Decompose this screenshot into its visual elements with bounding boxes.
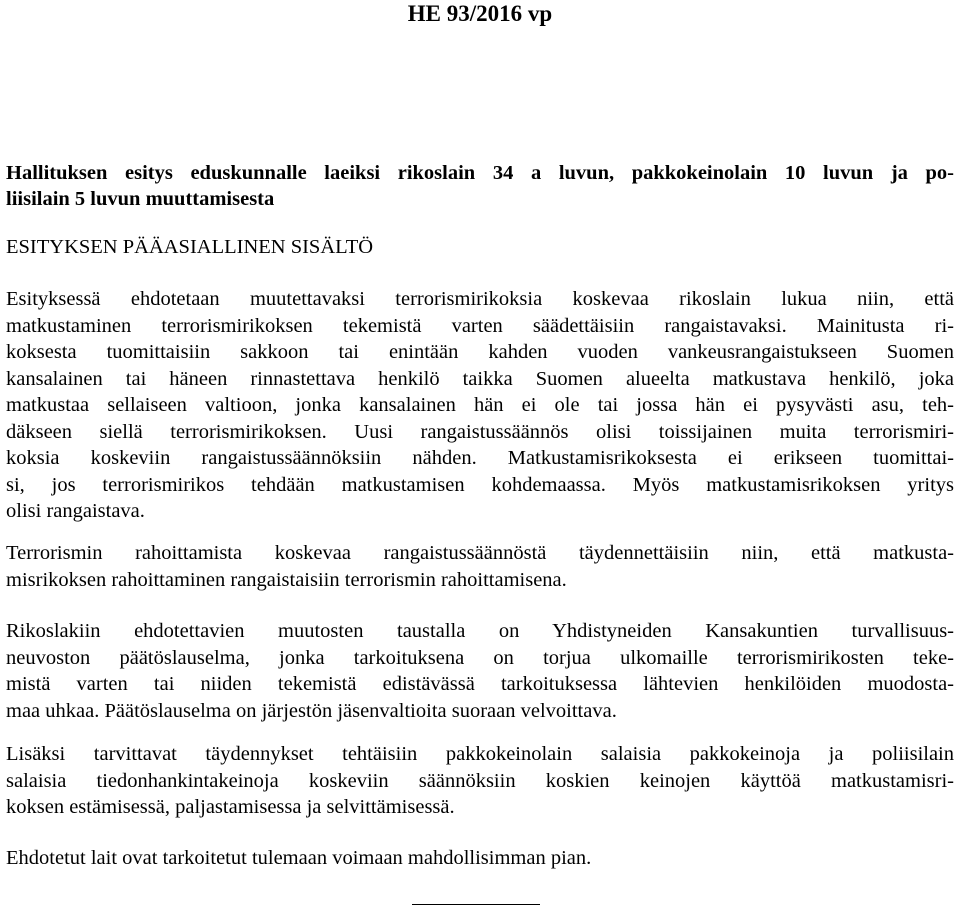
text-line: koksesta tuomittaisiin sakkoon tai enintään kahden vuoden vankeusrangaistukseen Suomen <box>6 341 954 363</box>
text-line: mistä varten tai niiden tekemistä edistävässä tarkoituksessa lähtevien henkilöiden muodosta- <box>6 673 954 695</box>
text-line: matkustaminen terrorismirikoksen tekemistä varten säädettäisiin rangaistavaksi. Mainitusta ri- <box>6 314 954 337</box>
text-line: koksia koskeviin rangaistussäännöksiin nähden. Matkustamisrikoksesta ei erikseen tuomittai- <box>6 447 954 469</box>
text-line: neuvoston päätöslauselma, jonka tarkoituksena on torjua ulkomaille terrorismirikosten teke- <box>6 646 954 669</box>
document-id: HE 93/2016 vp <box>407 1 553 26</box>
text-line: olisi rangaistava. <box>6 500 145 522</box>
text-line: misrikoksen rahoittaminen rangaistaisiin terrorismin rahoittamisena. <box>6 568 567 591</box>
text-line: Terrorismin rahoittamista koskevaa rangaistussäännöstä täydennettäisiin niin, että matkusta- <box>6 542 954 564</box>
text-line: däkseen siellä terrorismirikoksen. Uusi rangaistussäännös olisi toissijainen muita terrorismiri- <box>6 420 954 443</box>
text-line: salaisia tiedonhankintakeinoja koskeviin säännöksiin koskien keinojen käyttöä matkustamisri- <box>6 769 954 792</box>
text-line: kansalainen tai häneen rinnastettava henkilö taikka Suomen alueelta matkustava henkilö, joka <box>6 367 954 390</box>
text-line: maa uhkaa. Päätöslauselma on järjestön jäsenvaltioita suoraan velvoittava. <box>6 699 617 722</box>
text-line: matkustaa sellaiseen valtioon, jonka kansalainen hän ei ole tai jossa hän ei pysyvästi asu, teh- <box>6 394 954 416</box>
paragraph-1 <box>6 286 954 525</box>
title-line: liisilain 5 luvun muuttamisesta <box>6 188 275 210</box>
paragraph-2 <box>6 540 954 593</box>
title-line: Hallituksen esitys eduskunnalle laeiksi rikoslain 34 a luvun, pakkokeinolain 10 luvun ja po- <box>6 162 954 184</box>
text-line: Esityksessä ehdotetaan muutettavaksi terrorismirikoksia koskevaa rikoslain lukua niin, että <box>6 288 954 310</box>
text-line: Rikoslakiin ehdotettavien muutosten taustalla on Yhdistyneiden Kansakuntien turvallisuus- <box>6 620 954 642</box>
end-divider <box>412 904 540 905</box>
document-title <box>6 160 954 212</box>
paragraph-3 <box>6 618 954 724</box>
paragraph-5 <box>6 845 954 872</box>
text-line: Ehdotetut lait ovat tarkoitetut tulemaan voimaan mahdollisimman pian. <box>6 847 592 869</box>
paragraph-4 <box>6 741 954 821</box>
text-line: koksen estämisessä, paljastamisessa ja selvittämisessä. <box>6 796 455 818</box>
text-line: si, jos terrorismirikos tehdään matkustamisen kohdemaassa. Myös matkustamisrikoksen yritys <box>6 473 954 496</box>
text-line: Lisäksi tarvittavat täydennykset tehtäisiin pakkokeinolain salaisia pakkokeinoja ja poliisilain <box>6 743 954 765</box>
section-heading: ESITYKSEN PÄÄASIALLINEN SISÄLTÖ <box>6 236 374 258</box>
